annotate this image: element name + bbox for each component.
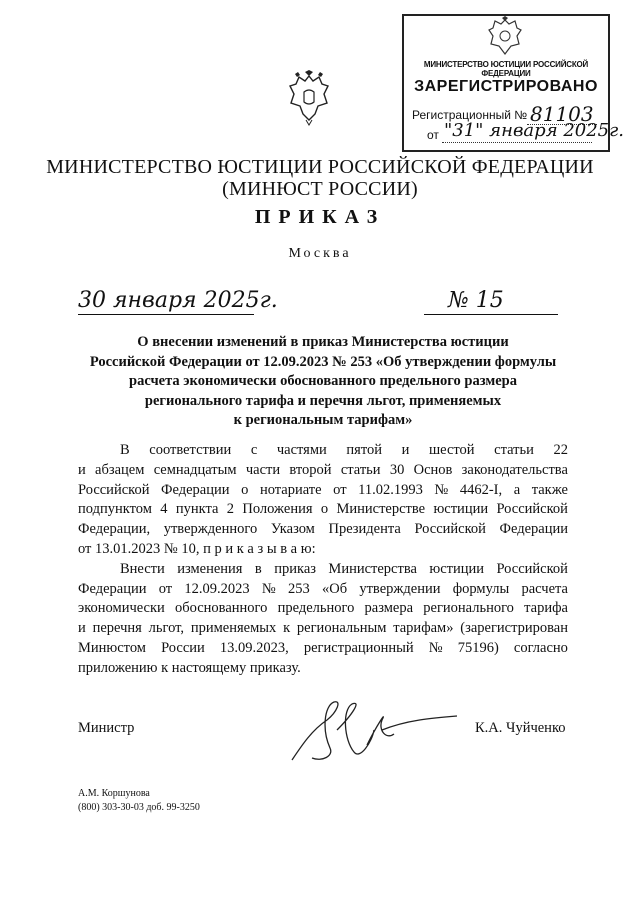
- stamp-number-label: Регистрационный №: [412, 108, 528, 122]
- subject-line: к региональным тарифам»: [233, 412, 413, 428]
- performer-phone: (800) 303-30-03 доб. 99-3250: [78, 802, 200, 813]
- body-line: Внести изменения в приказ Министерства юстиции Российской: [120, 560, 568, 577]
- signatory-position: Министр: [78, 720, 135, 736]
- performer-name: А.М. Коршунова: [78, 788, 150, 799]
- body-line: подпунктом 4 пункта 2 Положения о Министерстве юстиции Российской: [78, 501, 568, 518]
- ministry-name: МИНИСТЕРСТВО ЮСТИЦИИ РОССИЙСКОЙ ФЕДЕРАЦИИ: [46, 156, 594, 178]
- body-line: Федерации от 12.09.2023 № 253 «Об утверждении формулы расчета: [78, 580, 568, 597]
- document-date: 30 января 2025г.: [78, 288, 278, 313]
- date-underline: [78, 314, 254, 316]
- body-line: Федерации, утвержденного Указом Президента Российской Федерации: [78, 521, 568, 538]
- document-body: [78, 441, 568, 679]
- ministry-header: [0, 156, 640, 200]
- stamp-status: ЗАРЕГИСТРИРОВАНО: [414, 78, 598, 95]
- body-line: Российской Федерации о нотариате от 11.02.1993 № 4462-I, а также: [78, 481, 568, 498]
- stamp-emblem-icon: [487, 16, 523, 56]
- ministry-short-name: (МИНЮСТ РОССИИ): [222, 178, 418, 200]
- document-type: ПРИКАЗ: [254, 206, 386, 228]
- handwritten-signature: [282, 690, 462, 770]
- subject-line: О внесении изменений в приказ Министерства юстиции: [137, 334, 509, 350]
- document-city: Москва: [288, 246, 352, 261]
- stamp-number: 81103: [530, 102, 594, 126]
- coat-of-arms-icon: [286, 70, 332, 126]
- stamp-date-label: от: [427, 128, 439, 142]
- number-underline: [424, 314, 558, 316]
- body-line: приложению к настоящему приказу.: [78, 659, 301, 676]
- body-line: Минюстом России 13.09.2023, регистрационный № 75196) согласно: [78, 639, 568, 656]
- subject-line: расчета экономически обоснованного предельного размера: [129, 373, 517, 389]
- subject-line: Российской Федерации от 12.09.2023 № 253 «Об утверждении формулы: [89, 353, 557, 370]
- body-line: и абзацем семнадцатым части второй статьи 30 Основ законодательства: [78, 461, 568, 478]
- body-line: экономически обоснованного предельного размера регионального тарифа: [78, 600, 568, 617]
- stamp-date-line: [442, 142, 592, 144]
- subject-line: регионального тарифа и перечня льгот, применяемых: [144, 392, 502, 409]
- signatory-name: К.А. Чуйченко: [475, 720, 566, 736]
- body-line: В соответствии с частями пятой и шестой статьи 22: [120, 442, 568, 458]
- body-line: от 13.01.2023 № 10, п р и к а з ы в а ю:: [78, 540, 316, 557]
- document-number: № 15: [448, 288, 504, 313]
- body-line: и перечня льгот, применяемых к региональным тарифам» (зарегистрирован: [78, 620, 568, 637]
- document-subject: [78, 333, 568, 431]
- stamp-org: МИНИСТЕРСТВО ЮСТИЦИИ РОССИЙСКОЙ ФЕДЕРАЦИИ: [423, 60, 589, 78]
- stamp-date: "31" января 2025г.: [444, 120, 624, 141]
